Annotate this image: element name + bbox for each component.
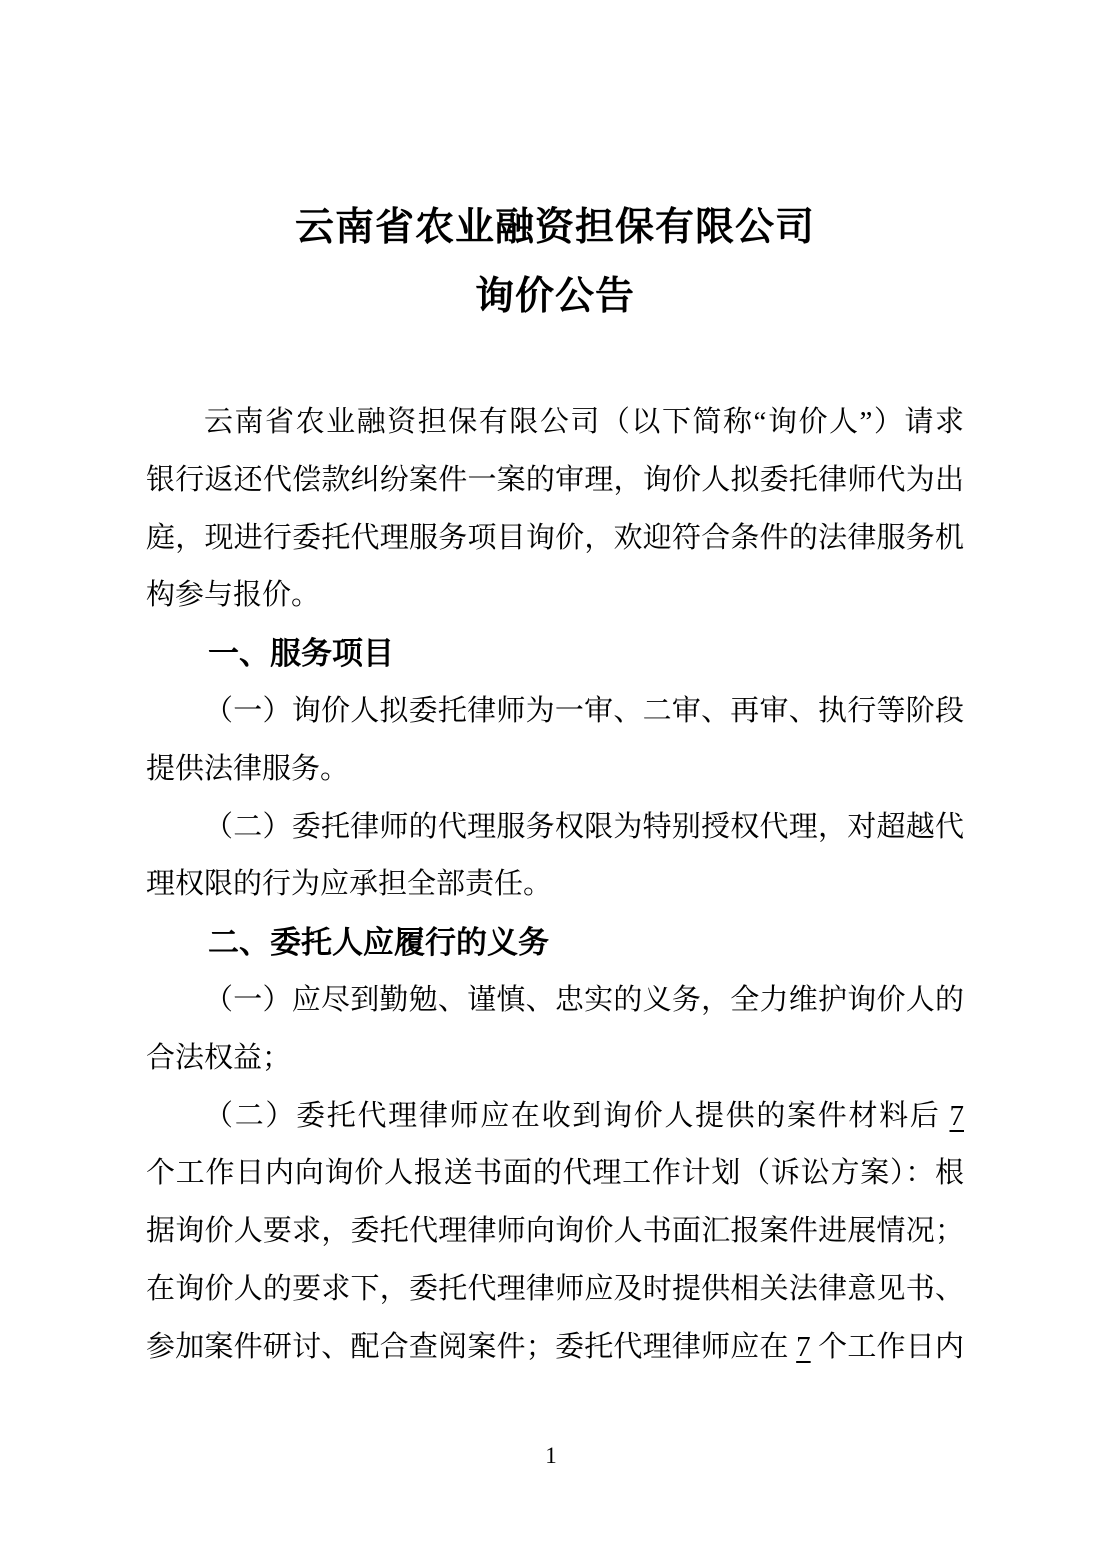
body-text-line — [146, 856, 964, 914]
body-text-line — [146, 510, 964, 568]
underlined-value: 7 — [949, 1099, 964, 1132]
document-title — [146, 193, 964, 331]
text-run: 云南省农业融资担保有限公司（以下简称“询价人”）请求 — [204, 406, 964, 438]
text-run: 一、服务项目 — [208, 636, 394, 672]
body-text-line — [146, 683, 964, 741]
text-run: （一）应尽到勤勉、谨慎、忠实的义务，全力维护询价人的 — [204, 983, 964, 1016]
body-text-line — [146, 1319, 964, 1377]
text-run: 合法权益； — [146, 1041, 292, 1074]
body-text-line — [146, 452, 964, 510]
text-run: 银行返还代偿款纠纷案件一案的审理，询价人拟委托律师代为出 — [146, 463, 964, 496]
text-run: 庭，现进行委托代理服务项目询价，欢迎符合条件的法律服务机 — [146, 521, 964, 554]
text-run: （二）委托代理律师应在收到询价人提供的案件材料后 — [204, 1099, 950, 1132]
body-text-line — [146, 741, 964, 799]
text-run: 二、委托人应履行的义务 — [208, 925, 549, 961]
page-number: 1 — [545, 1443, 557, 1468]
section-heading — [146, 625, 964, 683]
text-run: 个工作日内 — [810, 1330, 964, 1363]
text-run: 在询价人的要求下，委托代理律师应及时提供相关法律意见书、 — [146, 1272, 964, 1305]
underlined-value: 7 — [796, 1330, 811, 1363]
document-title-line2: 询价公告 — [474, 275, 635, 318]
text-run: 参加案件研讨、配合查阅案件；委托代理律师应在 — [146, 1330, 797, 1363]
body-text-line — [146, 1203, 964, 1261]
text-run: 个工作日内向询价人报送书面的代理工作计划（诉讼方案）：根 — [146, 1157, 964, 1190]
body-text-line — [146, 567, 964, 625]
text-run: （二）委托律师的代理服务权限为特别授权代理，对超越代 — [204, 810, 964, 843]
body-text-line — [146, 972, 964, 1030]
document-title-line1: 云南省农业融资担保有限公司 — [294, 206, 815, 249]
text-run: 提供法律服务。 — [146, 752, 350, 785]
body-text-line — [146, 1145, 964, 1203]
section-heading — [146, 914, 964, 972]
document-body — [146, 394, 964, 1377]
body-text-line — [146, 1261, 964, 1319]
text-run: 构参与报价。 — [146, 579, 321, 612]
body-text-line — [146, 1088, 964, 1146]
text-run: 据询价人要求，委托代理律师向询价人书面汇报案件进展情况； — [146, 1215, 964, 1248]
text-run: （一）询价人拟委托律师为一审、二审、再审、执行等阶段 — [204, 694, 964, 727]
body-text-line — [146, 799, 964, 857]
body-text-line — [146, 394, 964, 452]
body-text-line — [146, 1030, 964, 1088]
text-run: 理权限的行为应承担全部责任。 — [146, 868, 553, 901]
